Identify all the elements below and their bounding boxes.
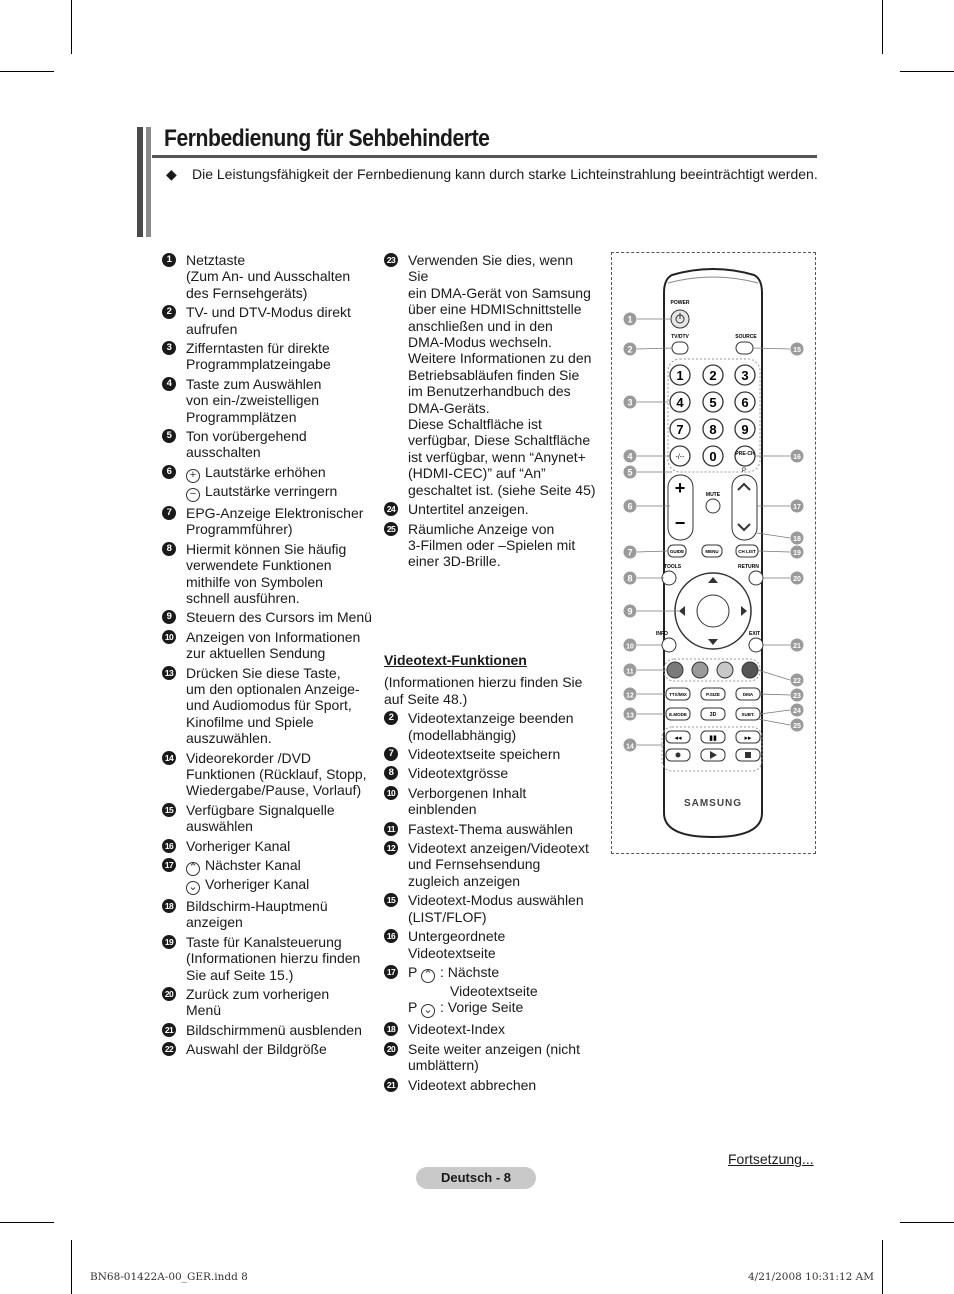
item-line: Zifferntasten für direkte <box>186 340 330 357</box>
item-line: aufrufen <box>186 320 238 337</box>
item-number-badge: 16 <box>162 839 176 853</box>
source-button <box>736 342 753 354</box>
item-line: mithilfe von Symbolen <box>186 573 323 590</box>
item-text <box>408 1077 596 1093</box>
item-line: Anzeigen von Informationen <box>186 628 361 645</box>
item-line: DMA-Geräts. <box>408 399 490 416</box>
item-line: Hiermit können Sie häufig <box>186 540 347 557</box>
item-line: Diese Schaltfläche ist <box>408 416 542 433</box>
item-line: Kinofilme und Spiele <box>186 713 314 730</box>
list-item <box>162 464 372 502</box>
digit-label: 8 <box>709 422 717 437</box>
item-line: Bildschirmmenü ausblenden <box>186 1021 362 1038</box>
item-text <box>186 857 372 895</box>
item-line: (HDMI-CEC)” auf “An” <box>408 465 546 482</box>
item-text <box>186 1022 372 1038</box>
callout-number: 19 <box>793 550 801 557</box>
list-item <box>384 785 596 818</box>
item-line: Taste für Kanalsteuerung <box>186 933 342 950</box>
crop-mark <box>900 1222 954 1223</box>
callout-number: 10 <box>626 643 634 651</box>
item-text <box>186 252 372 301</box>
return-button <box>749 571 763 585</box>
item-line: einblenden <box>408 801 477 818</box>
list-item <box>162 898 372 931</box>
item-number-badge: 13 <box>162 666 176 680</box>
list-item <box>384 252 596 498</box>
digit-label: 2 <box>709 368 717 383</box>
item-line: EPG-Anzeige Elektronischer <box>186 504 364 521</box>
item-line: im Benutzerhandbuch des <box>408 383 571 400</box>
item-line: Programmplätzen <box>186 408 297 425</box>
list-item <box>162 934 372 983</box>
note <box>166 166 818 183</box>
list-item <box>162 1022 372 1038</box>
item-line: Verborgenen Inhalt <box>408 784 527 801</box>
chevron-down-icon: ⌄ <box>421 1004 435 1018</box>
crop-mark <box>0 1222 54 1223</box>
item-line: Videorekorder /DVD <box>186 749 312 766</box>
item-text <box>186 838 372 854</box>
digit-label: 0 <box>709 449 717 464</box>
minus-circle-icon: ⌄ <box>186 881 200 895</box>
item-text <box>186 340 372 373</box>
digit-label: 6 <box>741 395 749 410</box>
svg-text:SUBT.: SUBT. <box>741 712 755 717</box>
crop-mark <box>0 71 54 72</box>
item-line: anschließen und in den <box>408 317 553 334</box>
minus-circle-icon: − <box>186 488 200 502</box>
list-item <box>162 304 372 337</box>
list-item <box>384 501 596 517</box>
item-line: anzeigen <box>186 914 243 931</box>
exit-label: EXIT <box>749 631 761 637</box>
item-text <box>186 428 372 461</box>
item-line: Fastext-Thema auswählen <box>408 820 573 837</box>
list-item <box>162 750 372 799</box>
item-line: Videotext abbrechen <box>408 1076 537 1093</box>
column-left <box>162 252 372 1061</box>
videotext-section <box>384 652 596 1096</box>
callout-number: 12 <box>626 692 634 700</box>
item-text <box>186 629 372 662</box>
list-item <box>162 428 372 461</box>
item-text <box>186 464 372 502</box>
item-number-badge: 10 <box>384 786 398 800</box>
remote-control-illustration <box>612 253 815 853</box>
digit-label: 3 <box>741 368 749 383</box>
item-line: Untertitel anzeigen. <box>408 501 529 518</box>
power-label: POWER <box>670 300 690 306</box>
item-line: über eine HDMISchnittstelle <box>408 301 582 318</box>
mute-button <box>706 499 720 513</box>
item-number-badge: 8 <box>162 542 176 556</box>
item-text <box>186 304 372 337</box>
item-line: Videotextanzeige beenden <box>408 710 574 727</box>
svg-text:MENU: MENU <box>705 549 719 554</box>
item-number-badge: 3 <box>162 341 176 355</box>
blue-button <box>742 662 758 678</box>
item-line: verwendete Funktionen <box>186 557 332 574</box>
tvdtv-button <box>672 342 688 354</box>
item-text <box>186 986 372 1019</box>
callout-number: 18 <box>793 536 801 543</box>
item-number-badge: 1 <box>162 253 176 267</box>
list-item <box>384 928 596 961</box>
svg-text:P.SIZE: P.SIZE <box>706 692 720 697</box>
dash-label: -/-- <box>675 454 685 461</box>
digit-label: 5 <box>709 395 717 410</box>
item-line: Videotextseite <box>408 944 496 961</box>
videotext-intro: (Informationen hierzu finden Sie auf Seite 48.) <box>384 674 583 707</box>
item-text <box>408 892 596 925</box>
tvdtv-label: TV/DTV <box>671 334 689 340</box>
item-text <box>186 934 372 983</box>
item-line: Verwenden Sie dies, wenn Sie <box>408 252 573 285</box>
callout-number: 23 <box>793 693 801 700</box>
list-item <box>162 541 372 607</box>
item-number-badge: 15 <box>384 893 398 907</box>
callout-number: 8 <box>627 573 633 584</box>
item-line: Steuern des Cursors im Menü <box>186 609 372 626</box>
item-text <box>408 1041 596 1074</box>
item-number-badge: 14 <box>162 751 176 765</box>
item-text <box>186 1041 372 1057</box>
channel-p-label: P <box>741 468 747 474</box>
item-line: Seite weiter anzeigen (nicht <box>408 1040 580 1057</box>
callout-number: 25 <box>793 723 801 730</box>
item-number-badge: 21 <box>162 1023 176 1037</box>
item-line: und Fernsehsendung <box>408 856 541 873</box>
callout-number: 22 <box>793 678 801 685</box>
item-line: Bildschirm-Hauptmenü <box>186 898 328 914</box>
item-line: Programmplatzeingabe <box>186 356 331 373</box>
note-text: Die Leistungsfähigkeit der Fernbedienung kann durch starke Lichteinstrahlung beeinträchtigt werden. <box>192 166 818 182</box>
item-number-badge: 23 <box>384 253 398 267</box>
imprint-date: 4/21/2008 10:31:12 AM <box>748 1271 875 1283</box>
digit-label: 1 <box>676 368 684 383</box>
item-line: Betriebsabläufen finden Sie <box>408 366 580 383</box>
item-line: − Lautstärke verringern <box>186 483 372 502</box>
item-text <box>408 710 596 743</box>
item-line: Vorheriger Kanal <box>186 837 291 854</box>
item-text <box>186 898 372 931</box>
svg-text:DMA: DMA <box>742 692 754 697</box>
item-line: von ein-/zweistelligen <box>186 392 320 409</box>
callout-number: 7 <box>627 547 633 558</box>
item-line: Videotextseite <box>450 982 538 999</box>
digit-label: 9 <box>741 422 749 437</box>
callout-number: 14 <box>626 743 634 751</box>
videotext-list <box>384 710 596 1093</box>
item-number-badge: 20 <box>162 987 176 1001</box>
item-text <box>408 840 596 889</box>
item-number-badge: 11 <box>384 822 398 836</box>
list-item <box>162 340 372 373</box>
item-text <box>408 964 596 1018</box>
list-item <box>384 710 596 743</box>
callout-number: 21 <box>793 643 801 650</box>
item-line: Videotextgrösse <box>408 765 509 782</box>
list-item <box>162 986 372 1019</box>
item-line: ausschalten <box>186 444 261 461</box>
list-item <box>384 1021 596 1037</box>
continue-link[interactable]: Fortsetzung... <box>728 1151 814 1167</box>
item-number-badge: 18 <box>162 899 176 913</box>
callout-number: 13 <box>626 712 634 720</box>
exit-button <box>749 638 763 652</box>
title-rule <box>152 155 817 158</box>
item-line: verfügbar, Diese Schaltfläche <box>408 432 591 449</box>
info-label: INFO <box>656 631 668 637</box>
list-item <box>384 521 596 570</box>
item-line: und Audiomodus für Sport, <box>186 697 352 714</box>
svg-text:−: − <box>674 513 686 533</box>
item-line: Weitere Informationen zu den <box>408 350 592 367</box>
item-text <box>408 821 596 837</box>
title-accent-bar <box>137 127 143 237</box>
svg-text:CH LIST: CH LIST <box>738 549 756 554</box>
item-text <box>408 252 596 498</box>
item-number-badge: 16 <box>384 929 398 943</box>
item-text <box>408 765 596 781</box>
svg-text:▮▮: ▮▮ <box>709 735 717 742</box>
item-line: des Fernsehgeräts) <box>186 284 308 301</box>
item-line: Videotext-Modus auswählen <box>408 892 584 909</box>
item-line: um den optionalen Anzeige- <box>186 680 360 697</box>
list-item <box>384 840 596 889</box>
item-line: ⌄ Vorheriger Kanal <box>186 876 372 895</box>
item-line: ⌃ Nächster Kanal <box>186 857 372 876</box>
item-line: DMA-Modus wechseln. <box>408 334 552 351</box>
item-line: 3-Filmen oder –Spielen mit <box>408 536 576 553</box>
svg-text:3D: 3D <box>709 712 717 718</box>
green-button <box>692 662 708 678</box>
videotext-heading: Videotext-Funktionen <box>384 652 527 668</box>
tools-label: TOOLS <box>664 564 682 570</box>
item-number-badge: 7 <box>384 747 398 761</box>
item-line: Netztaste <box>186 252 246 268</box>
item-line: Drücken Sie diese Taste, <box>186 664 341 681</box>
item-text <box>186 802 372 835</box>
item-line: Funktionen (Rücklauf, Stopp, <box>186 765 367 782</box>
item-number-badge: 4 <box>162 377 176 391</box>
list-item <box>384 765 596 781</box>
callout-line <box>760 694 790 695</box>
item-text <box>186 750 372 799</box>
mute-label: MUTE <box>705 492 721 498</box>
digit-label: 4 <box>676 395 684 410</box>
item-number-badge: 10 <box>162 630 176 644</box>
imprint-file: BN68-01422A-00_GER.indd 8 <box>90 1271 248 1283</box>
item-text <box>408 785 596 818</box>
return-label: RETURN <box>738 564 759 570</box>
item-text <box>408 928 596 961</box>
item-number-badge: 20 <box>384 1042 398 1056</box>
item-line: Sie auf Seite 15.) <box>186 966 294 983</box>
item-line: Auswahl der Bildgröße <box>186 1041 327 1058</box>
red-button <box>667 662 683 678</box>
crop-mark <box>900 71 954 72</box>
item-line: zur aktuellen Sendung <box>186 645 326 662</box>
item-line: Ton vorübergehend <box>186 428 307 445</box>
list-item <box>384 1041 596 1074</box>
item-line: auszuwählen. <box>186 730 272 747</box>
item-line: P ⌄ : Vorige Seite <box>408 999 524 1017</box>
list-item <box>384 1077 596 1093</box>
svg-text:E.MODE: E.MODE <box>669 712 687 717</box>
item-line: Taste zum Auswählen <box>186 375 322 392</box>
item-line: Wiedergabe/Pause, Vorlauf) <box>186 782 362 799</box>
list-item <box>384 821 596 837</box>
item-number-badge: 19 <box>162 935 176 949</box>
callout-number: 17 <box>793 504 801 511</box>
diamond-bullet-icon: ◆ <box>166 166 177 182</box>
item-line: Videotext anzeigen/Videotext <box>408 840 589 857</box>
title-accent-bar <box>146 127 151 237</box>
item-line: Räumliche Anzeige von <box>408 520 555 537</box>
item-line: zugleich anzeigen <box>408 872 521 889</box>
item-text <box>186 541 372 607</box>
page-title: Fernbedienung für Sehbehinderte <box>164 125 490 152</box>
list-item <box>162 609 372 625</box>
svg-text:◂◂: ◂◂ <box>674 735 682 742</box>
callout-number: 16 <box>793 454 801 461</box>
item-line: Menü <box>186 1002 222 1019</box>
column-middle <box>384 252 596 573</box>
item-line: + Lautstärke erhöhen <box>186 464 372 483</box>
callout-number: 6 <box>627 501 633 512</box>
item-number-badge: 2 <box>162 305 176 319</box>
item-number-badge: 5 <box>162 429 176 443</box>
callout-number: 3 <box>627 397 633 408</box>
item-number-badge: 22 <box>162 1042 176 1056</box>
list-item <box>384 746 596 762</box>
dpad-enter <box>697 595 729 627</box>
crop-mark <box>71 1240 72 1294</box>
item-line: Programmführer) <box>186 521 293 538</box>
item-line: P ⌃ : Nächste <box>408 963 500 981</box>
item-text <box>408 501 596 517</box>
item-number-badge: 15 <box>162 803 176 817</box>
callout-number: 2 <box>627 344 633 355</box>
svg-text:GUIDE: GUIDE <box>669 549 685 554</box>
item-line: Verfügbare Signalquelle <box>186 801 335 818</box>
tools-button <box>662 571 676 585</box>
item-line: TV- und DTV-Modus direkt <box>186 304 351 321</box>
prech-label: PRE-CH <box>735 451 755 457</box>
list-item <box>162 376 372 425</box>
brand-logo: SAMSUNG <box>683 798 743 809</box>
item-text <box>408 1021 596 1037</box>
item-text <box>408 746 596 762</box>
item-number-badge: 25 <box>384 522 398 536</box>
callout-number: 4 <box>627 451 633 462</box>
list-item <box>162 1041 372 1057</box>
item-line: schnell ausführen. <box>186 589 300 606</box>
item-number-badge: 9 <box>162 610 176 624</box>
item-line: (Informationen hierzu finden <box>186 950 361 967</box>
item-line: umblättern) <box>408 1057 479 1074</box>
item-text <box>186 609 372 625</box>
item-number-badge: 12 <box>384 841 398 855</box>
item-text <box>186 665 372 747</box>
item-number-badge: 7 <box>162 506 176 520</box>
callout-number: 9 <box>627 606 633 617</box>
list-item <box>162 665 372 747</box>
callout-line <box>760 710 790 714</box>
callout-number: 5 <box>627 467 633 478</box>
list-item <box>162 629 372 662</box>
callout-number: 15 <box>793 347 801 354</box>
list-item <box>162 802 372 835</box>
item-number-badge: 6 <box>162 465 176 479</box>
item-line: einer 3D-Brille. <box>408 553 501 570</box>
item-number-badge: 18 <box>384 1022 398 1036</box>
crop-mark <box>71 0 72 54</box>
crop-mark <box>882 1240 883 1294</box>
svg-text:▸▸: ▸▸ <box>744 735 752 742</box>
list-item <box>162 252 372 301</box>
callout-number: 24 <box>793 708 801 715</box>
item-line: Zurück zum vorherigen <box>186 986 330 1003</box>
crop-mark <box>882 0 883 54</box>
item-line: (modellabhängig) <box>408 726 517 743</box>
svg-text:TTX/MIX: TTX/MIX <box>669 692 687 697</box>
item-number-badge: 8 <box>384 766 398 780</box>
list-item <box>162 505 372 538</box>
item-number-badge: 17 <box>162 858 176 872</box>
item-line: ist verfügbar, wenn “Anynet+ <box>408 448 586 465</box>
item-line: geschaltet ist. (siehe Seite 45) <box>408 481 596 498</box>
item-line: Videotext-Index <box>408 1021 506 1038</box>
item-number-badge: 24 <box>384 502 398 516</box>
item-text <box>408 521 596 570</box>
list-item <box>384 964 596 1018</box>
callout-number: 11 <box>626 668 634 676</box>
callout-number: 20 <box>793 576 801 583</box>
digit-label: 7 <box>676 422 684 437</box>
item-number-badge: 17 <box>384 965 398 979</box>
item-text <box>186 505 372 538</box>
list-item <box>384 892 596 925</box>
plus-circle-icon: ⌃ <box>186 862 200 876</box>
item-line: Videotextseite speichern <box>408 746 561 763</box>
item-line: (Zum An- und Ausschalten <box>186 268 351 285</box>
page-number-badge: Deutsch - 8 <box>416 1167 536 1189</box>
item-line: (LIST/FLOF) <box>408 908 487 925</box>
item-number-badge: 2 <box>384 711 398 725</box>
chevron-up-icon: ⌃ <box>421 969 435 983</box>
svg-text:+: + <box>674 478 686 498</box>
yellow-button <box>717 662 733 678</box>
info-button <box>662 638 676 652</box>
item-line: auswählen <box>186 818 253 835</box>
plus-circle-icon: + <box>186 469 200 483</box>
list-item <box>162 857 372 895</box>
item-number-badge: 21 <box>384 1078 398 1092</box>
item-line: ein DMA-Gerät von Samsung <box>408 284 591 301</box>
source-label: SOURCE <box>735 334 757 340</box>
item-line: Untergeordnete <box>408 928 506 945</box>
list-item <box>162 838 372 854</box>
item-text <box>186 376 372 425</box>
callout-number: 1 <box>627 314 633 325</box>
